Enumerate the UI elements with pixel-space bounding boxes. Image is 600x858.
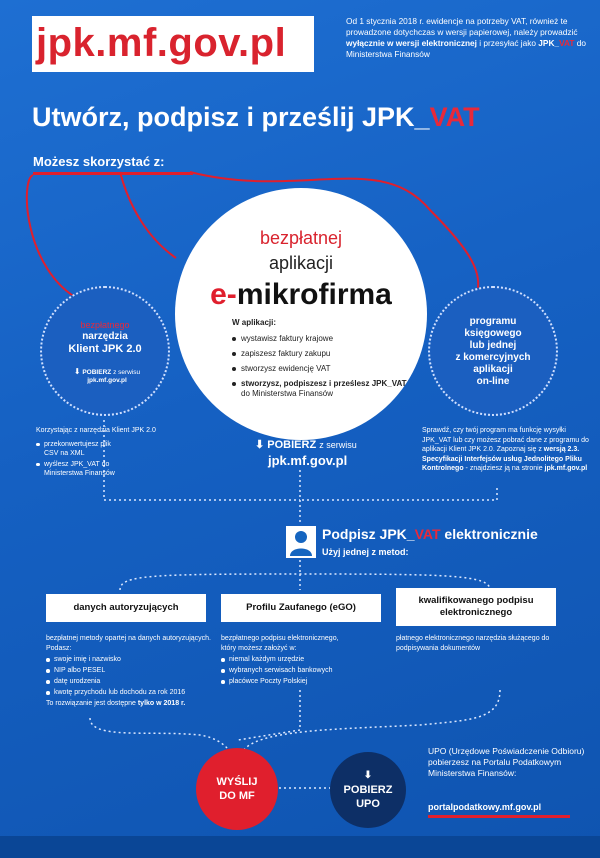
left-intro: Korzystając z narzędzia Klient JPK 2.0 [36,427,156,434]
method-trusted-desc [221,634,386,688]
left-download[interactable] [67,368,147,385]
subtitle-underline [33,172,193,175]
commercial-program-label [428,316,558,388]
center-feature-list [232,334,412,404]
subtitle: Możesz skorzystać z: [33,154,165,169]
right-line: on-line [476,376,510,387]
title-accent: VAT [429,102,480,132]
upo-line2: UPO [356,798,380,810]
right-line: programu [469,316,517,327]
method-auth-data[interactable]: danych autoryzujących [46,594,206,622]
upo-description: UPO (Urzędowe Poświadczenie Odbioru) pobierzesz na Portalu Podatkowym Ministerstwa Finansów: [428,746,585,778]
right-p1: Sprawdź, czy twój program ma funkcję wysyłki JPK_VAT lub czy możesz pobrać dane z programu do aplikacji Klient JPK 2.0. Zapoznaj się z [422,427,589,453]
last-rest: do Ministerstwa Finansów [241,389,334,398]
center-line2: aplikacji [268,253,334,273]
list-item: stworzysz ewidencję VAT [232,364,412,374]
center-sub: W aplikacji: [232,318,277,327]
right-line: księgowego [464,328,522,339]
list-item: NIP albo PESEL [46,666,211,675]
left-description [36,426,206,480]
list-item: przekonwertujesz plik CSV na XML [36,440,116,458]
right-bold: wersją 2.3. Specyfikacji Interfejsów usług Jednolitego Pliku Kontrolnego [422,446,582,472]
red-connector-left [27,175,80,300]
intro-vat: VAT [559,38,575,48]
mid-download-url[interactable]: jpk.mf.gov.pl [268,453,348,468]
last-bold: stworzysz, podpiszesz i prześlesz JPK_VAT [241,379,407,388]
left-z-serwisu: z serwisu [113,369,141,376]
user-avatar-icon [286,526,316,558]
dotted-flow-methods [120,560,490,590]
list-item: wyślesz JPK_VAT do Ministerstwa Finansów [36,460,131,478]
right-p2: - znajdziesz ją na stronie [463,465,545,472]
intro-bold: wyłącznie w wersji elektronicznej [346,38,477,48]
intro-text [346,16,586,60]
auth-note [46,699,211,709]
download-icon: ⬇ [255,439,265,451]
send-to-mf-button[interactable] [196,748,278,830]
mid-download[interactable] [255,438,357,451]
method-auth-desc [46,634,211,709]
send-line1: WYŚLIJ [216,776,258,788]
trusted-desc: bezpłatnego podpisu elektronicznego, który możesz założyć w: [221,635,339,652]
intro-part3: do Ministerstwa Finansów [346,38,586,59]
left-line2: narzędzia [82,331,128,342]
auth-desc: bezpłatnej metody opartej na danych autoryzujących. Podasz: [46,635,211,652]
method-qualified-signature[interactable]: kwalifikowanego podpisu elektronicznego [396,588,556,626]
center-line1: bezpłatnej [259,228,343,248]
auth-note-bold: tylko w 2018 r. [137,700,186,707]
name-accent: e- [210,278,237,311]
auth-note-text: To rozwiązanie jest dostępne [46,700,138,707]
auth-list [46,655,211,697]
sign-title2: elektronicznie [440,526,538,542]
portal-underline [428,815,570,818]
portal-link[interactable]: portalpodatkowy.mf.gov.pl [428,802,542,812]
klient-jpk-label [40,319,170,355]
list-item: wybranych serwisach bankowych [221,666,386,675]
download-icon: ⬇ [363,770,373,781]
send-line2: DO MF [219,790,255,802]
list-item: placówce Poczty Polskiej [221,677,386,686]
sign-title1: Podpisz JPK_ [322,526,415,542]
trusted-list [221,655,386,686]
right-line: lub jednej [469,340,517,351]
emikrofirma-name [175,278,427,312]
list-item: datę urodzenia [46,677,211,686]
left-list [36,440,206,478]
title-main: Utwórz, podpisz i prześlij JPK_ [32,102,430,132]
list-item: zapiszesz faktury zakupu [232,349,412,359]
red-connector-center [120,172,176,258]
list-item [232,379,412,399]
left-url: jpk.mf.gov.pl [87,377,127,384]
right-url[interactable]: jpk.mf.gov.pl [544,465,588,472]
list-item: niemal każdym urzędzie [221,655,386,664]
right-line: aplikacji [473,364,513,375]
method-qualified-desc: płatnego elektronicznego narzędzia służącego do podpisywania dokumentów [396,635,550,652]
left-accent: bezpłatnego [80,320,130,330]
list-item: swoje imię i nazwisko [46,655,211,664]
upo-line1: POBIERZ [343,784,393,796]
intro-part2: i przesyłać jako [476,38,539,48]
right-line: z komercyjnych [455,352,531,363]
left-line3: Klient JPK 2.0 [68,343,142,355]
sign-sub: Użyj jednej z metod: [322,547,409,557]
name-rest: mikrofirma [236,278,392,311]
list-item: kwotę przychodu lub dochodu za rok 2016 [46,688,211,697]
mid-z-serwisu: z serwisu [319,440,357,450]
sign-vat: VAT [414,526,441,542]
page-title [32,102,480,133]
download-icon: ⬇ [73,367,81,376]
right-description [422,426,590,474]
site-logo[interactable]: jpk.mf.gov.pl [36,21,287,65]
intro-part1: Od 1 stycznia 2018 r. ewidencje na potrzeby VAT, również te prowadzone dotychczas w wersji papierowej, należy prowadzić [346,16,578,37]
list-item: wystawisz faktury krajowe [232,334,412,344]
download-upo-button[interactable] [330,752,406,828]
left-pobierz: POBIERZ [82,369,112,376]
footer-band [0,836,600,858]
sign-title [322,526,538,542]
mid-pobierz: POBIERZ [267,439,317,451]
intro-jpk: JPK_ [538,38,560,48]
method-trusted-profile[interactable]: Profilu Zaufanego (eGO) [221,594,381,622]
